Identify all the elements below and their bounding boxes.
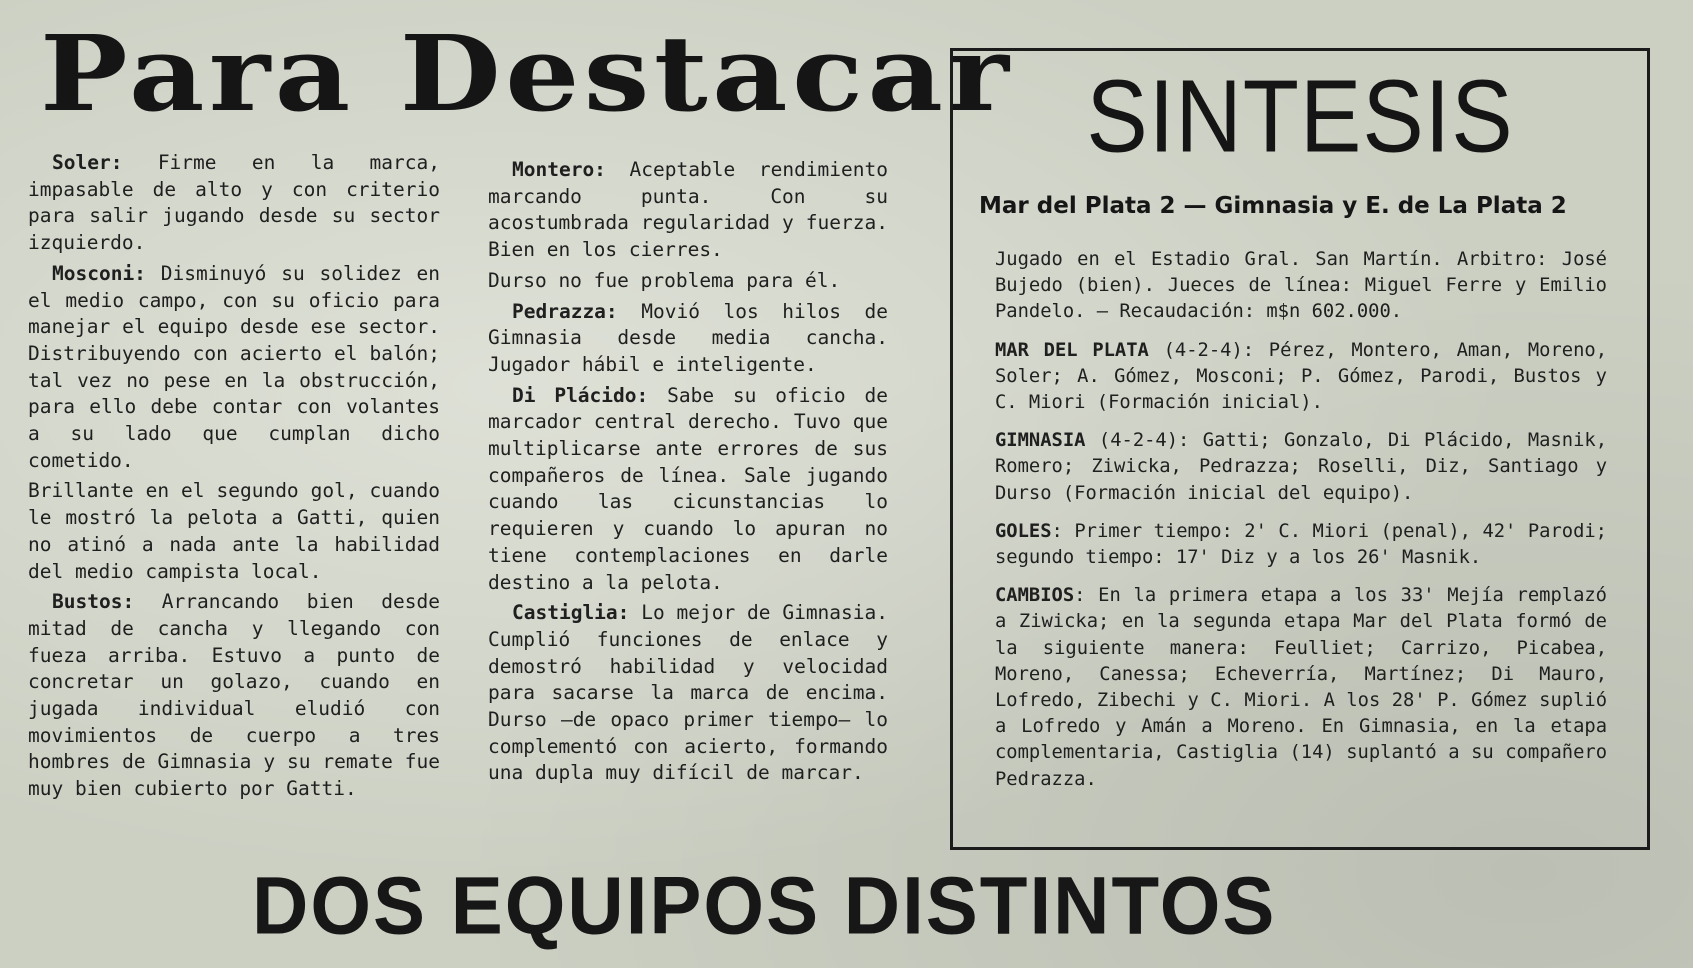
player-comment: Disminuyó su solidez en el medio campo, con su oficio para manejar el equipo desde ese sector. Distribuyendo con acierto el balón; tal vez no pese en la obstrucción, para ello debe contar con volantes a su lado que cumplan dicho cometido.	[28, 261, 440, 472]
player-comment: Arrancando bien desde mitad de cancha y llegando con fueza arriba. Estuvo a punto de concretar un golazo, cuando en jugada individual eludió con movimientos de cuerpo a tres hombres de Gimnasia y su remate fue muy bien cubierto por Gatti.	[28, 590, 440, 801]
player-comment: Firme en la marca, impasable de alto y con criterio para salir jugando desde su sector izquierdo.	[28, 151, 440, 255]
sintesis-title: SINTESIS	[1086, 59, 1514, 175]
sintesis-text: (4-2-4): Gatti; Gonzalo, Di Plácido, Masnik, Romero; Ziwicka, Pedrazza; Roselli, Diz, Santiago y Durso (Formación inicial del equipo).	[995, 430, 1607, 504]
player-comment: Sabe su oficio de marcador central derecho. Tuvo que multiplicarse ante errores de sus compañeros de línea. Sale jugando cuando las cicunstancias lo requieren y cuando lo apuran no tiene contemplaciones en darle destino a la pelota.	[488, 383, 888, 594]
player-paragraph	[28, 150, 440, 257]
sintesis-label: GIMNASIA	[995, 430, 1086, 452]
match-result: Mar del Plata 2 — Gimnasia y E. de La Plata 2	[979, 193, 1567, 219]
player-name: Montero:	[512, 158, 606, 181]
player-name: Castiglia:	[512, 601, 630, 625]
sintesis-text: : Primer tiempo: 2' C. Miori (penal), 42' Parodi; segundo tiempo: 17' Diz y a los 26' Masnik.	[995, 520, 1607, 569]
sintesis-label: MAR DEL PLATA	[995, 339, 1149, 361]
player-comment: Brillante en el segundo gol, cuando le mostró la pelota a Gatti, quien no atinó a nada ante la habilidad del medio campista local.	[28, 479, 440, 583]
player-paragraph	[28, 261, 440, 475]
player-comment: Aceptable rendimiento marcando punta. Con su acostumbrada regularidad y fuerza. Bien en los cierres.	[488, 158, 888, 262]
player-comment: Movió los hilos de Gimnasia desde media cancha. Jugador hábil e inteligente.	[488, 299, 888, 376]
player-paragraph	[28, 589, 440, 803]
sintesis-paragraph	[995, 583, 1607, 793]
player-paragraph	[488, 299, 888, 379]
sintesis-label: CAMBIOS	[995, 585, 1075, 607]
players-column-right	[488, 157, 888, 791]
headline: Para Destacar	[40, 12, 1014, 135]
player-name: Di Plácido:	[512, 383, 649, 407]
sintesis-box	[950, 48, 1650, 850]
players-column-left	[28, 150, 440, 807]
player-paragraph	[488, 268, 888, 295]
player-name: Pedrazza:	[512, 299, 618, 323]
player-comment: Lo mejor de Gimnasia. Cumplió funciones de enlace y demostró habilidad y velocidad para sacarse la marca de encima. Durso —de opaco primer tiempo— lo complementó con acierto, formando una dupla muy difícil de marcar.	[488, 601, 888, 785]
sintesis-text: Jugado en el Estadio Gral. San Martín. Arbitro: José Bujedo (bien). Jueces de línea: Miguel Ferre y Emilio Pandelo. — Recaudación: m$n 602.000.	[995, 249, 1607, 323]
player-paragraph	[488, 600, 888, 787]
sintesis-paragraph	[995, 247, 1607, 326]
sintesis-paragraph	[995, 519, 1607, 571]
player-name: Mosconi:	[52, 261, 146, 285]
sintesis-text: : En la primera etapa a los 33' Mejía remplazó a Ziwicka; en la segunda etapa Mar del Plata formó de la siguiente manera: Feulliet; Carrizo, Picabea, Moreno, Canessa; Echeverría, Martínez; Di Mauro, Lofredo, Zibechi y C. Miori. A los 28' P. Gómez suplió a Lofredo y Amán a Moreno. En Gimnasia, en la etapa complementaria, Castiglia (14) suplantó a su compañero Pedrazza.	[995, 585, 1607, 790]
player-name: Bustos:	[52, 590, 135, 614]
player-paragraph	[488, 383, 888, 597]
sintesis-paragraph	[995, 338, 1607, 417]
player-paragraph	[28, 478, 440, 585]
sintesis-paragraph	[995, 428, 1607, 507]
player-paragraph	[488, 157, 888, 264]
player-name: Soler:	[52, 151, 123, 174]
sintesis-text: (4-2-4): Pérez, Montero, Aman, Moreno, Soler; A. Gómez, Mosconi; P. Gómez, Parodi, Bustos y C. Miori (Formación inicial).	[995, 339, 1607, 414]
bottom-headline: DOS EQUIPOS DISTINTOS	[252, 858, 1277, 952]
sintesis-body	[995, 247, 1607, 805]
sintesis-label: GOLES	[995, 520, 1052, 542]
player-comment: Durso no fue problema para él.	[488, 268, 841, 292]
